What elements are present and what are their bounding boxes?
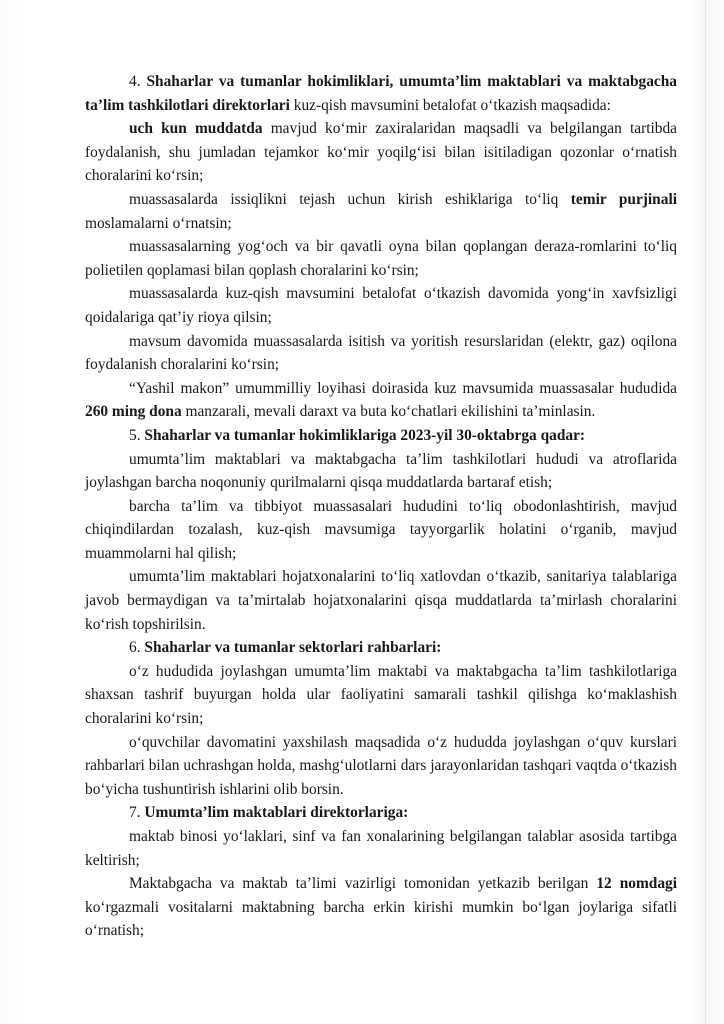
text-run: o‘z hududida joylashgan umumta’lim maktabi va maktabgacha ta’lim tashkilotlariga shaxsan tashrif buyurgan holda ular faoliyatini samarali tashkil qilishga ko‘maklashish choralarini ko‘rsin; bbox=[85, 662, 677, 728]
paragraph bbox=[85, 377, 677, 424]
paragraph bbox=[85, 117, 677, 188]
text-run: “Yashil makon” umummilliy loyihasi doirasida kuz mavsumida muassasalar hududida bbox=[129, 379, 677, 397]
paragraph bbox=[85, 825, 677, 872]
bold-text: 12 nomdagi bbox=[596, 875, 677, 893]
text-run: 5. bbox=[129, 426, 145, 444]
text-run: ko‘rgazmali vositalarni maktabning barcha erkin kirishi mumkin bo‘lgan joylariga sifatli o‘rnatish; bbox=[85, 898, 677, 940]
bold-text: Umumta’lim maktablari direktorlariga: bbox=[144, 804, 409, 822]
paragraph bbox=[85, 872, 677, 943]
text-run: muassasalarning yog‘och va bir qavatli oyna bilan qoplangan deraza-romlarini to‘liq polietilen qoplamasi bilan qoplash choralarini ko‘rsin; bbox=[85, 238, 677, 279]
paragraph bbox=[85, 330, 677, 377]
paragraph bbox=[85, 801, 677, 825]
text-run: 4. bbox=[129, 73, 147, 90]
paragraph bbox=[85, 235, 677, 282]
paragraph bbox=[85, 188, 677, 235]
paragraph bbox=[85, 660, 677, 731]
document-body bbox=[85, 70, 677, 943]
bold-text: Shaharlar va tumanlar hokimliklari, umumta’lim maktablari va maktabgacha ta’lim tashkilotlari direktorlari bbox=[85, 73, 678, 114]
text-run: muassasalarda kuz-qish mavsumini betalofat o‘tkazish davomida yong‘in xavfsizligi qoidalariga qat’iy rioya qilsin; bbox=[85, 285, 677, 326]
paragraph bbox=[85, 495, 677, 566]
paragraph bbox=[85, 424, 677, 448]
text-run: maktab binosi yo‘laklari, sinf va fan xonalarining belgilangan talablar asosida tartibga keltirish; bbox=[85, 828, 677, 869]
bold-text: temir purjinali bbox=[570, 190, 677, 208]
bold-text: uch kun muddatda bbox=[129, 120, 263, 138]
text-run: mavsum davomida muassasalarda isitish va yoritish resurslaridan (elektr, gaz) oqilona foydalanish choralarini ko‘rsin; bbox=[85, 332, 677, 374]
text-run: mavjud ko‘mir zaxiralaridan maqsadli va belgilangan tartibda foydalanish, shu jumladan tejamkor ko‘mir yoqilg‘isi bilan isitiladigan qozonlar o‘rnatish choralarini ko‘rsin; bbox=[85, 120, 677, 185]
bold-text: 260 ming dona bbox=[85, 403, 182, 421]
text-run: o‘quvchilar davomatini yaxshilash maqsadida o‘z hududda joylashgan o‘quv kurslari rahbarlari bilan uchrashgan holda, mashg‘ulotlarni dars jarayonlaridan tashqari vaqtda o‘tkazish bo‘yicha tushuntirish ishlarini olib borsin. bbox=[85, 733, 677, 798]
text-run: manzarali, mevali daraxt va buta ko‘chatlari ekilishini ta’minlasin. bbox=[181, 403, 596, 421]
paragraph bbox=[85, 448, 677, 495]
paragraph bbox=[85, 731, 677, 802]
text-run: Maktabgacha va maktab ta’limi vazirligi tomonidan yetkazib berilgan bbox=[129, 875, 597, 893]
paragraph bbox=[85, 636, 677, 660]
bold-text: Shaharlar va tumanlar hokimliklariga 2023-yil 30-oktabrga qadar: bbox=[144, 426, 586, 444]
text-run: barcha ta’lim va tibbiyot muassasalari hududini to‘liq obodonlashtirish, mavjud chiqindilardan tozalash, kuz-qish mavsumiga tayyorgarlik holatini o‘rganib, mavjud muammolarni hal qilish; bbox=[85, 497, 677, 562]
paragraph bbox=[85, 282, 677, 329]
page-edge bbox=[705, 0, 706, 1024]
bold-text: Shaharlar va tumanlar sektorlari rahbarlari: bbox=[144, 639, 442, 657]
text-run: muassasalarda issiqlikni tejash uchun kirish eshiklariga to‘liq bbox=[129, 190, 571, 208]
text-run: 6. bbox=[129, 639, 145, 657]
text-run: 7. bbox=[129, 804, 145, 822]
paragraph bbox=[85, 565, 677, 636]
text-run: moslamalarni o‘rnatsin; bbox=[85, 214, 232, 232]
text-run: kuz-qish mavsumini betalofat o‘tkazish maqsadida: bbox=[289, 96, 611, 114]
paragraph bbox=[85, 70, 677, 117]
text-run: umumta’lim maktablari hojatxonalarini to‘liq xatlovdan o‘tkazib, sanitariya talablariga javob bermaydigan va ta’mirtalab hojatxonalarini qisqa muddatlarda ta’mirlash choralarini ko‘rish topshirilsin. bbox=[85, 568, 677, 633]
text-run: umumta’lim maktablari va maktabgacha ta’lim tashkilotlari hududi va atroflarida joylashgan barcha noqonuniy qurilmalarni qisqa muddatlarda bartaraf etish; bbox=[85, 450, 677, 492]
